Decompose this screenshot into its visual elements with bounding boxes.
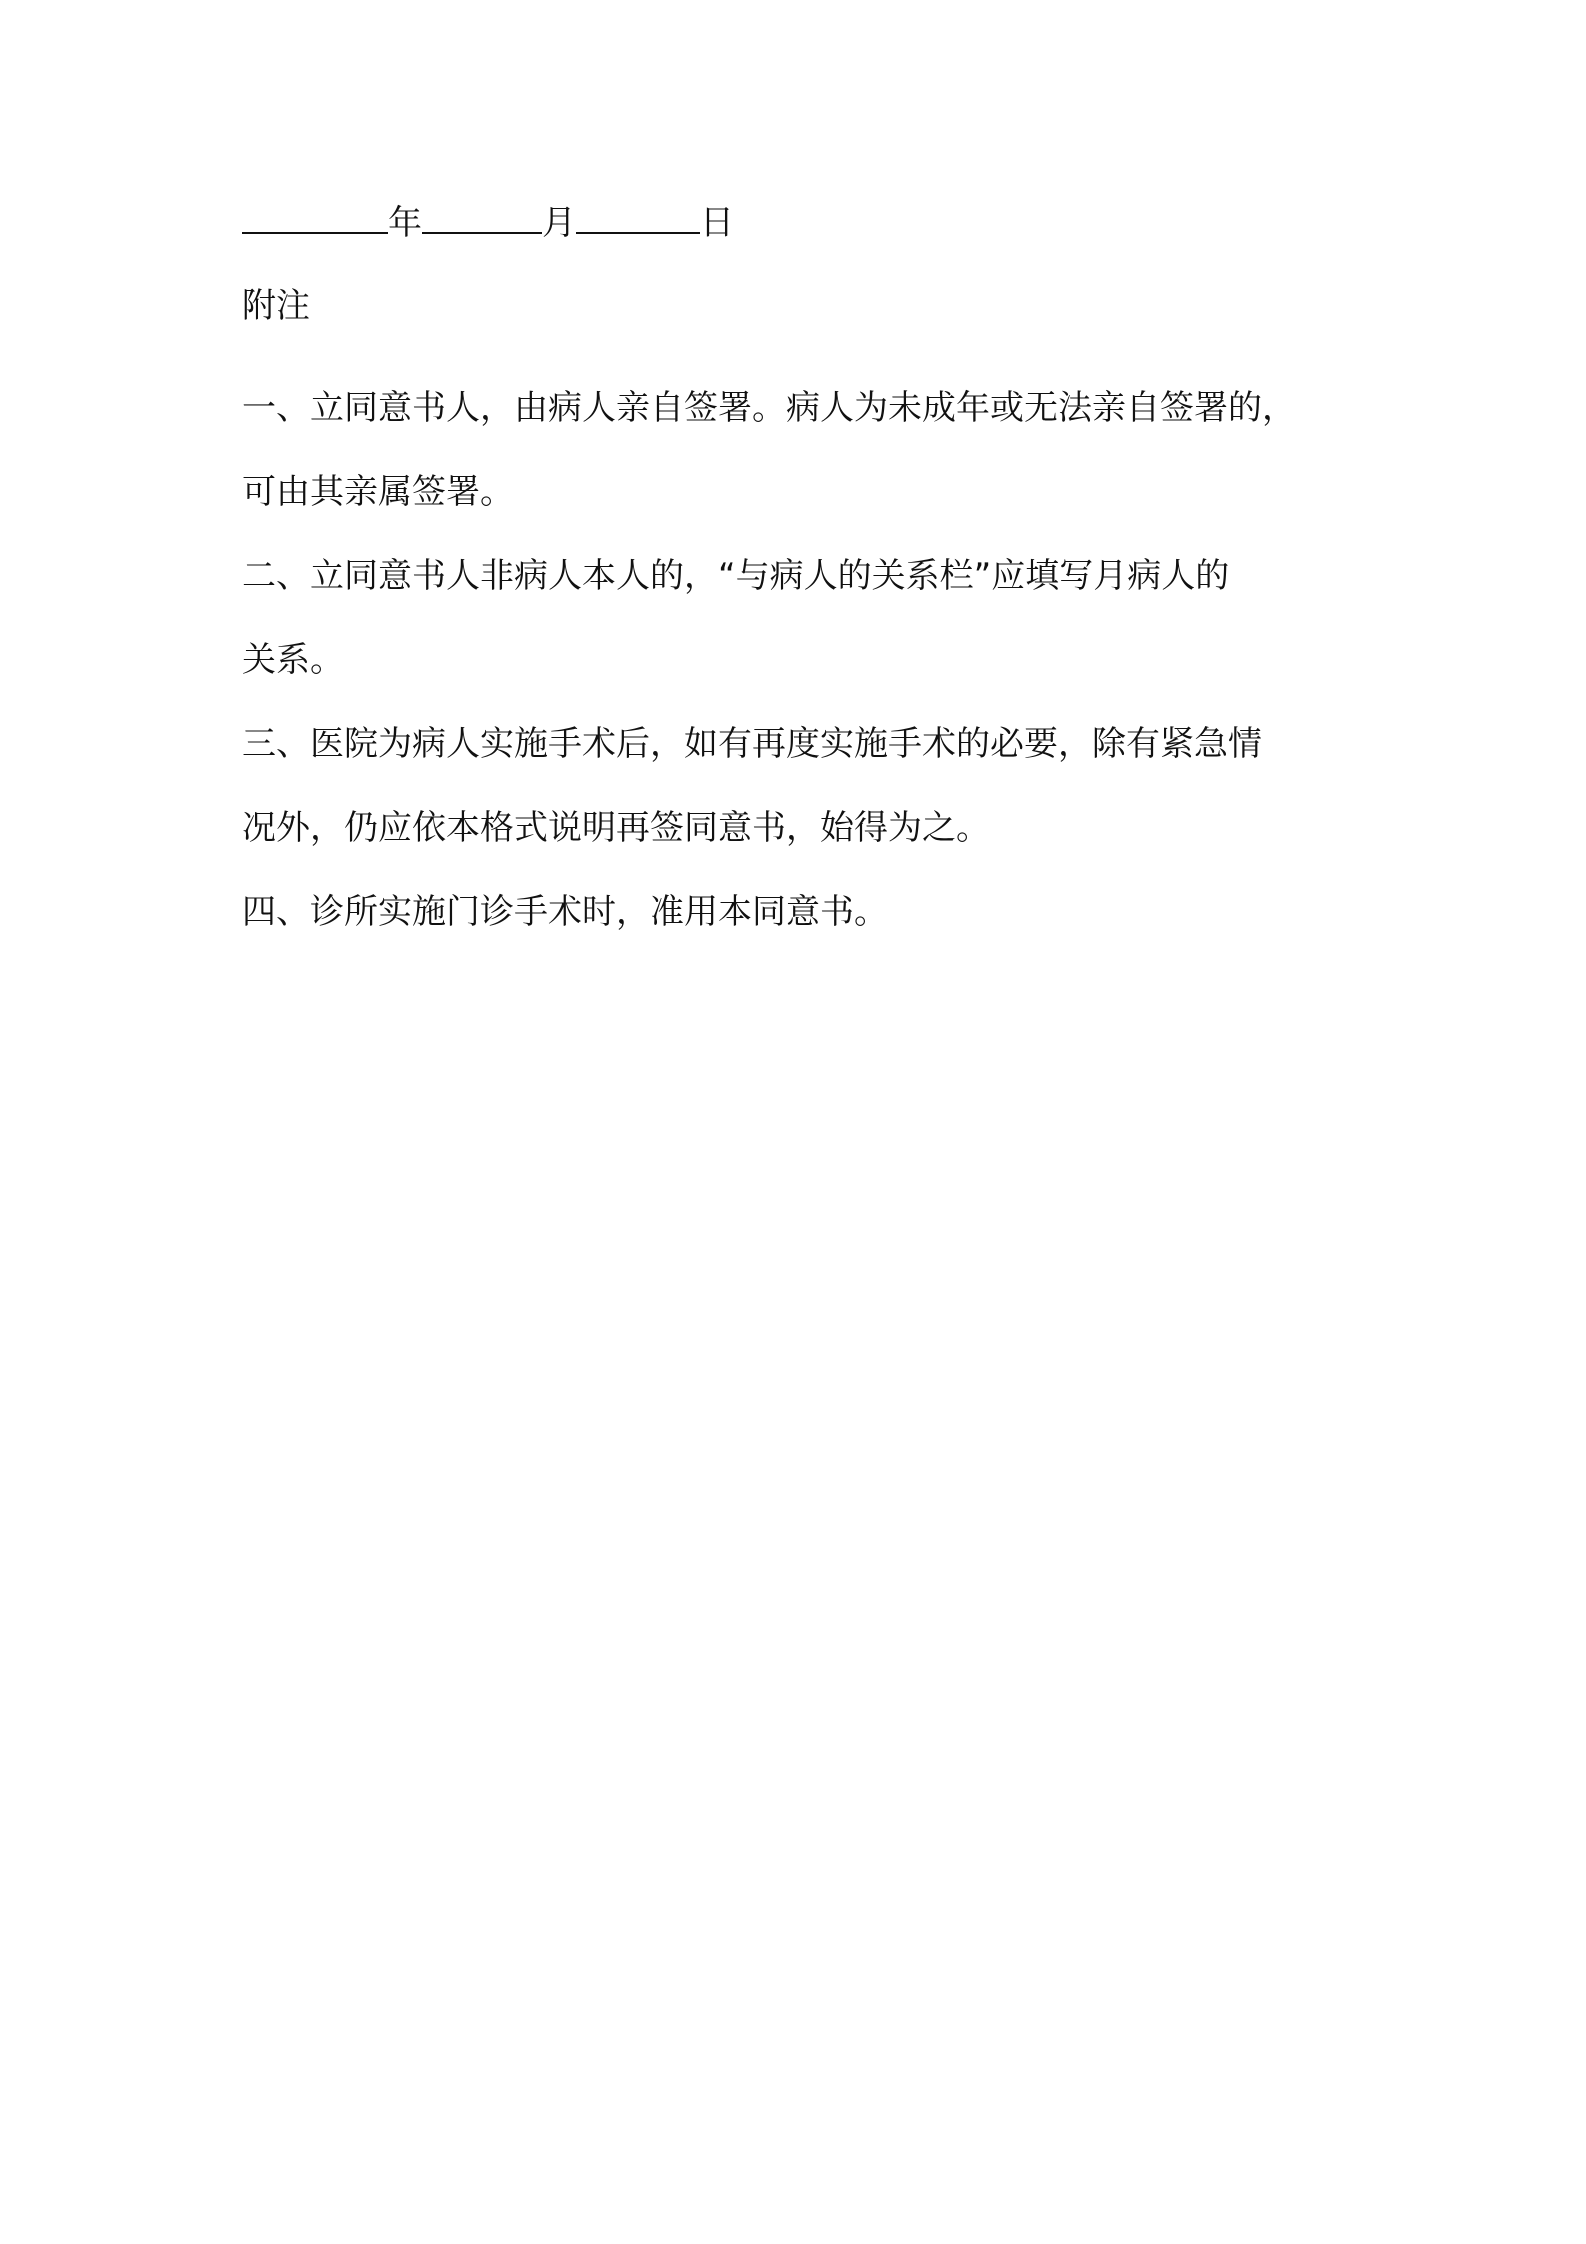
note-item-3-line-1: 三、医院为病人实施手术后，如有再度实施手术的必要，除有紧急情 <box>242 724 1262 764</box>
notes-title: 附注 <box>242 286 310 326</box>
note-item-1-line-2: 可由其亲属签署。 <box>242 472 514 512</box>
month-label: 月 <box>542 203 576 243</box>
day-blank <box>576 198 700 234</box>
note-item-3-line-2: 况外，仍应依本格式说明再签同意书，始得为之。 <box>242 808 990 848</box>
note-item-4-line-1: 四、诊所实施门诊手术时，准用本同意书。 <box>242 892 888 932</box>
note-item-1 <box>242 366 1362 534</box>
year-blank <box>242 198 388 234</box>
document-content <box>242 198 1362 954</box>
notes-list <box>242 366 1362 954</box>
year-label: 年 <box>388 203 422 243</box>
month-blank <box>422 198 542 234</box>
note-item-2 <box>242 534 1362 702</box>
note-item-2-line-1: 二、立同意书人非病人本人的，“与病人的关系栏”应填写月病人的 <box>242 556 1230 596</box>
note-item-3 <box>242 702 1362 870</box>
date-line <box>242 198 1362 246</box>
day-label: 日 <box>700 203 734 243</box>
note-item-4 <box>242 870 1362 954</box>
note-item-2-line-2: 关系。 <box>242 640 344 680</box>
note-item-1-line-1: 一、立同意书人，由病人亲自签署。病人为未成年或无法亲自签署的， <box>242 388 1296 428</box>
